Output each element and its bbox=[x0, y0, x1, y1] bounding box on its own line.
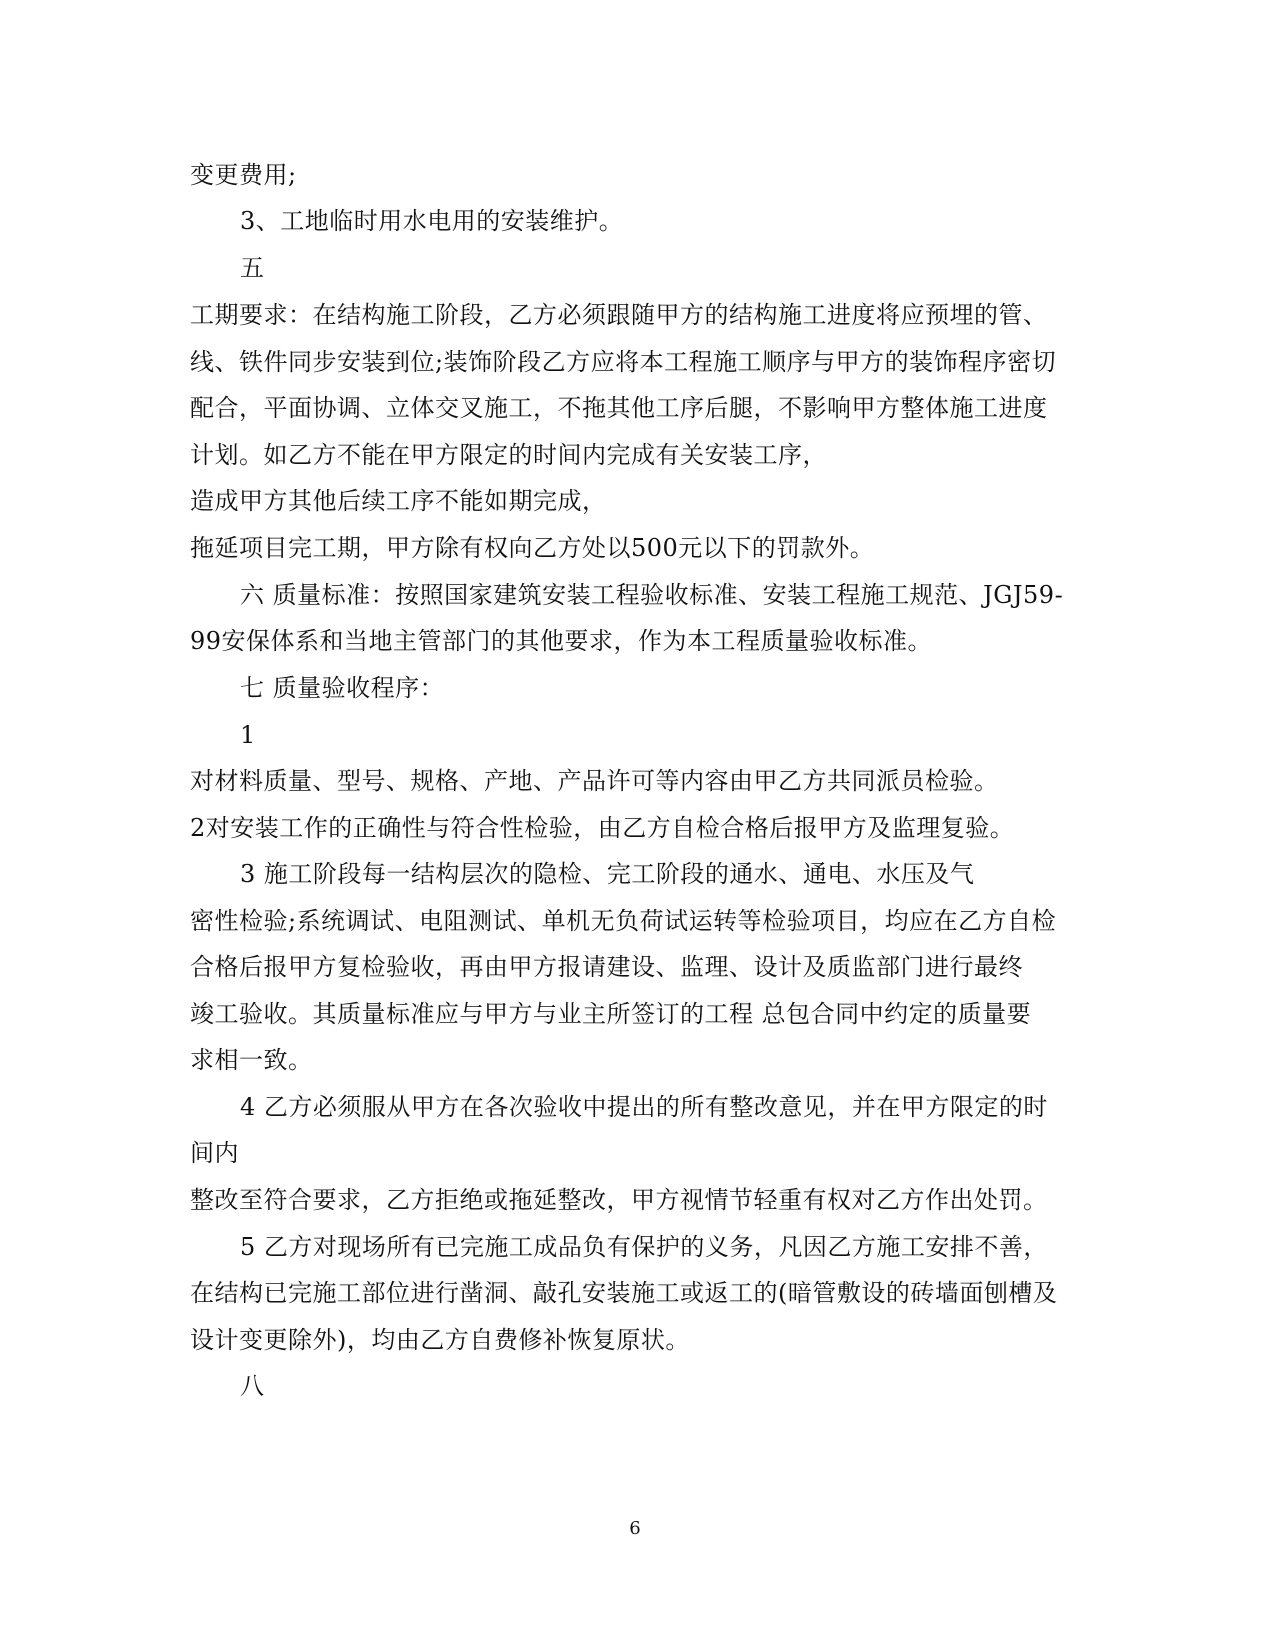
text-line: 1 bbox=[240, 721, 256, 749]
text-line: 3、工地临时用水电用的安装维护。 bbox=[240, 207, 624, 235]
text-line: 4 乙方必须服从甲方在各次验收中提出的所有整改意见，并在甲方限定的时 bbox=[240, 1093, 1048, 1121]
text-line: 变更费用; bbox=[190, 161, 297, 189]
text-line: 七 质量验收程序： bbox=[240, 674, 445, 702]
text-line: 5 乙方对现场所有已完施工成品负有保护的义务，凡因乙方施工安排不善， bbox=[240, 1233, 1048, 1261]
text-line: 工期要求：在结构施工阶段，乙方必须跟随甲方的结构施工进度将应预埋的管、 bbox=[190, 301, 1048, 329]
text-line: 配合，平面协调、立体交叉施工，不拖其他工序后腿，不影响甲方整体施工进度 bbox=[190, 394, 1048, 422]
text-line: 设计变更除外)，均由乙方自费修补恢复原状。 bbox=[190, 1326, 690, 1354]
text-line: 密性检验;系统调试、电阻测试、单机无负荷试运转等检验项目，均应在乙方自检 bbox=[190, 907, 1057, 935]
text-line: 整改至符合要求，乙方拒绝或拖延整改，甲方视情节轻重有权对乙方作出处罚。 bbox=[190, 1186, 1048, 1214]
text-line: 间内 bbox=[190, 1139, 239, 1167]
text-line: 计划。如乙方不能在甲方限定的时间内完成有关安装工序， bbox=[190, 441, 827, 469]
text-line: 五 bbox=[240, 254, 265, 282]
text-line: 线、铁件同步安装到位;装饰阶段乙方应将本工程施工顺序与甲方的装饰程序密切 bbox=[190, 348, 1057, 376]
text-line: 造成甲方其他后续工序不能如期完成， bbox=[190, 487, 607, 515]
text-line: 在结构已完施工部位进行凿洞、敲孔安装施工或返工的(暗管敷设的砖墙面刨槽及 bbox=[190, 1279, 1058, 1307]
text-line: 合格后报甲方复检验收，再由甲方报请建设、监理、设计及质监部门进行最终 bbox=[190, 953, 1023, 981]
text-line: 对材料质量、型号、规格、产地、产品许可等内容由甲乙方共同派员检验。 bbox=[190, 767, 999, 795]
text-line: 2对安装工作的正确性与符合性检验，由乙方自检合格后报甲方及监理复验。 bbox=[190, 814, 1015, 842]
text-line: 拖延项目完工期，甲方除有权向乙方处以500元以下的罚款外。 bbox=[190, 534, 875, 562]
page-number: 6 bbox=[629, 1518, 641, 1539]
text-line: 99安保体系和当地主管部门的其他要求，作为本工程质量验收标准。 bbox=[190, 627, 933, 655]
text-line: 六 质量标准：按照国家建筑安装工程验收标准、安装工程施工规范、JGJ59- bbox=[240, 581, 1064, 609]
text-line: 八 bbox=[240, 1372, 265, 1400]
text-line: 求相一致。 bbox=[190, 1046, 313, 1074]
text-line: 3 施工阶段每一结构层次的隐检、完工阶段的通水、通电、水压及气 bbox=[240, 860, 975, 888]
text-line: 竣工验收。其质量标准应与甲方与业主所签订的工程 总包合同中约定的质量要 bbox=[190, 1000, 1032, 1028]
